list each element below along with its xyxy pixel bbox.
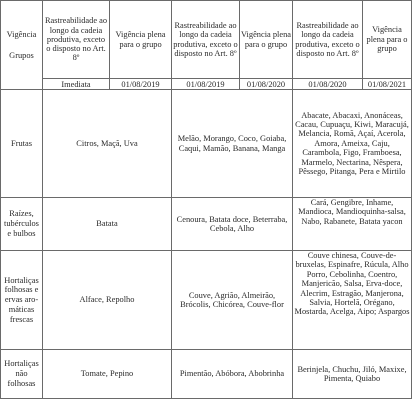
- table-row-folhosas: [1, 251, 412, 350]
- table-row-raizes: [1, 198, 412, 251]
- items-cell-2020-folhosas: Couve, Agrião, Almeirão, Brócolis, Chicórea, Couve-flor: [172, 251, 293, 350]
- header-rastreabilidade-3: Rastreabilidade ao longo da cadeia produtiva, exceto o disposto no Art. 8º: [293, 1, 363, 79]
- vigencia-label: Vigência: [6, 29, 37, 39]
- header-vigencia-plena-2: Vigência plena para o grupo: [240, 1, 293, 79]
- date-cell-1: Imediata: [43, 79, 110, 90]
- header-vigencia-plena-1: Vigência plena para o grupo: [110, 1, 172, 79]
- date-cell-4: 01/08/2020: [240, 79, 293, 90]
- table-row-nao-folhosas: [1, 350, 412, 399]
- items-cell-2021-folhosas: Couve chinesa, Couve-de-bruxelas, Espinafre, Rúcula, Alho Porro, Cebolinha, Coentro, Manjericão, Salsa, Erva-doce, Alecrim, Estragão, Manjerona, Salvia, Hortelã, Orégano, Mostarda, Acelga, Aipo; Aspargos: [293, 251, 412, 350]
- items-cell-2020-raizes: Cenoura, Batata doce, Beterraba, Cebola, Alho: [172, 198, 293, 251]
- group-cell-frutas: Frutas: [1, 90, 43, 198]
- items-cell-2021-frutas: Abacate, Abacaxi, Anonáceas, Cacau, Cupuaçu, Kiwi, Maracujá, Melancia, Romã, Açaí, Acerola, Amora, Ameixa, Caju, Carambola, Figo, Framboesa, Marmelo, Nectarina, Nêspera, Pêssego, Pitanga, Pera e Mirtilo: [293, 90, 412, 198]
- items-cell-imediata-frutas: Citros, Maçã, Uva: [43, 90, 172, 198]
- items-cell-imediata-folhosas: Alface, Repolho: [43, 251, 172, 350]
- items-cell-imediata-raizes: Batata: [43, 198, 172, 251]
- header-label-cell: [1, 1, 43, 90]
- date-row: [1, 79, 412, 90]
- header-row: [1, 1, 412, 79]
- items-cell-2021-raizes: Cará, Gengibre, Inhame, Mandioca, Mandioquinha-salsa, Nabo, Rabanete, Batata yacon: [293, 198, 412, 251]
- items-cell-2020-frutas: Melão, Morango, Coco, Goiaba, Caqui, Mamão, Banana, Manga: [172, 90, 293, 198]
- table-row-frutas: [1, 90, 412, 198]
- group-cell-raizes: Raízes, tubérculos e bulbos: [1, 198, 43, 251]
- group-cell-folhosas: Hortaliças folhosas e ervas aro-máticas frescas: [1, 251, 43, 350]
- header-rastreabilidade-1: Rastreabilidade ao longo da cadeia produtiva, exceto o disposto no Art. 8º: [43, 1, 110, 79]
- items-cell-imediata-nao-folhosas: Tomate, Pepino: [43, 350, 172, 399]
- header-vigencia-plena-3: Vigência plena para o grupo: [363, 1, 412, 79]
- date-cell-6: 01/08/2021: [363, 79, 412, 90]
- items-cell-2020-nao-folhosas: Pimentão, Abóbora, Abobrinha: [172, 350, 293, 399]
- header-rastreabilidade-2: Rastreabilidade ao longo da cadeia produtiva, exceto o disposto no Art. 8º: [172, 1, 240, 79]
- group-cell-nao-folhosas: Hortaliças não folhosas: [1, 350, 43, 399]
- items-cell-2021-nao-folhosas: Berinjela, Chuchu, Jiló, Maxixe, Pimenta, Quiabo: [293, 350, 412, 399]
- date-cell-5: 01/08/2020: [293, 79, 363, 90]
- grupos-label: Grupos: [9, 51, 34, 60]
- date-cell-3: 01/08/2019: [172, 79, 240, 90]
- date-cell-2: 01/08/2019: [110, 79, 172, 90]
